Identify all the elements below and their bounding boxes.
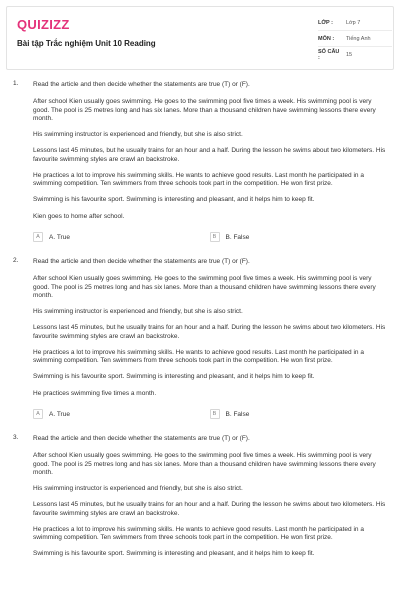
question-number: 2. bbox=[13, 257, 19, 264]
passage-paragraph: After school Kien usually goes swimming. He goes to the swimming pool five times a week. His swimming pool is very good. The pool is 25 metres long and has six lanes. More than a thousand children have swimming lessons there every month. bbox=[33, 452, 376, 476]
meta-row-grade bbox=[318, 15, 392, 31]
question-statement: Kien goes to home after school. bbox=[33, 213, 125, 220]
question-prompt: Read the article and then decide whether the statements are true (T) or (F). bbox=[33, 81, 250, 88]
option-label: B. False bbox=[225, 410, 250, 418]
meta-value: Lớp 7 bbox=[346, 19, 361, 26]
option-letter-box: A bbox=[33, 409, 43, 419]
quizizz-logo: QUIZIZZ bbox=[17, 17, 70, 32]
question-prompt: Read the article and then decide whether the statements are true (T) or (F). bbox=[33, 435, 250, 442]
passage-paragraph: Swimming is his favourite sport. Swimming is interesting and pleasant, and it helps him to keep fit. bbox=[33, 373, 315, 380]
passage-paragraph: His swimming instructor is experienced and friendly, but she is also strict. bbox=[33, 485, 243, 492]
question-number: 1. bbox=[13, 80, 19, 87]
option-letter-box: A bbox=[33, 232, 43, 242]
option-false[interactable] bbox=[210, 231, 387, 243]
question-statement: He practices swimming five times a month. bbox=[33, 390, 157, 397]
option-letter-box: B bbox=[210, 232, 220, 242]
passage-paragraph: His swimming instructor is experienced and friendly, but she is also strict. bbox=[33, 131, 243, 138]
meta-key: MÔN : bbox=[318, 35, 335, 42]
passage-paragraph: He practices a lot to improve his swimming skills. He wants to achieve good results. Last month he participated in a swimming competition. Ten swimmers from three schools took part in the competition. He won first prize. bbox=[33, 348, 364, 364]
option-false[interactable] bbox=[210, 408, 387, 420]
option-label: A. True bbox=[49, 233, 70, 241]
meta-row-question-count bbox=[318, 47, 392, 63]
passage-paragraph: His swimming instructor is experienced and friendly, but she is also strict. bbox=[33, 308, 243, 315]
meta-value: Tiếng Anh bbox=[346, 35, 371, 42]
option-letter-box: B bbox=[210, 409, 220, 419]
passage-paragraph: Lessons last 45 minutes, but he usually trains for an hour and a half. During the lesson he swims about two kilometers. His favourite swimming styles are crawl an backstroke. bbox=[33, 501, 386, 517]
meta-value: 15 bbox=[346, 52, 353, 58]
passage-paragraph: Lessons last 45 minutes, but he usually trains for an hour and a half. During the lesson he swims about two kilometers. His favourite swimming styles are crawl an backstroke. bbox=[33, 147, 386, 163]
option-true[interactable] bbox=[33, 231, 210, 243]
passage-paragraph: He practices a lot to improve his swimming skills. He wants to achieve good results. Last month he participated in a swimming competition. Ten swimmers from three schools took part in the competition. He won first prize. bbox=[33, 171, 364, 187]
worksheet-header bbox=[6, 6, 394, 70]
passage-paragraph: Swimming is his favourite sport. Swimming is interesting and pleasant, and it helps him to keep fit. bbox=[33, 550, 315, 557]
question-number: 3. bbox=[13, 434, 19, 441]
question-prompt: Read the article and then decide whether the statements are true (T) or (F). bbox=[33, 258, 250, 265]
meta-key: SỐ CÂU : bbox=[318, 49, 340, 61]
option-label: B. False bbox=[225, 233, 250, 241]
meta-row-subject bbox=[318, 31, 392, 47]
document-title: Bài tập Trắc nghiệm Unit 10 Reading bbox=[17, 39, 156, 48]
option-true[interactable] bbox=[33, 408, 210, 420]
question-1 bbox=[0, 80, 400, 243]
passage-paragraph: Lessons last 45 minutes, but he usually trains for an hour and a half. During the lesson he swims about two kilometers. His favourite swimming styles are crawl an backstroke. bbox=[33, 324, 386, 340]
passage-paragraph: After school Kien usually goes swimming. He goes to the swimming pool five times a week. His swimming pool is very good. The pool is 25 metres long and has six lanes. More than a thousand children have swimming lessons there every month. bbox=[33, 275, 376, 299]
answer-options bbox=[33, 231, 386, 243]
meta-key: LỚP : bbox=[318, 19, 333, 26]
passage-paragraph: Swimming is his favourite sport. Swimming is interesting and pleasant, and it helps him to keep fit. bbox=[33, 196, 315, 203]
question-list bbox=[0, 80, 400, 566]
question-3 bbox=[0, 434, 400, 559]
passage-paragraph: He practices a lot to improve his swimming skills. He wants to achieve good results. Last month he participated in a swimming competition. Ten swimmers from three schools took part in the competition. He won first prize. bbox=[33, 525, 364, 541]
answer-options bbox=[33, 408, 386, 420]
worksheet-meta bbox=[318, 15, 392, 63]
question-2 bbox=[0, 257, 400, 420]
option-label: A. True bbox=[49, 410, 70, 418]
passage-paragraph: After school Kien usually goes swimming. He goes to the swimming pool five times a week. His swimming pool is very good. The pool is 25 metres long and has six lanes. More than a thousand children have swimming lessons there every month. bbox=[33, 98, 376, 122]
